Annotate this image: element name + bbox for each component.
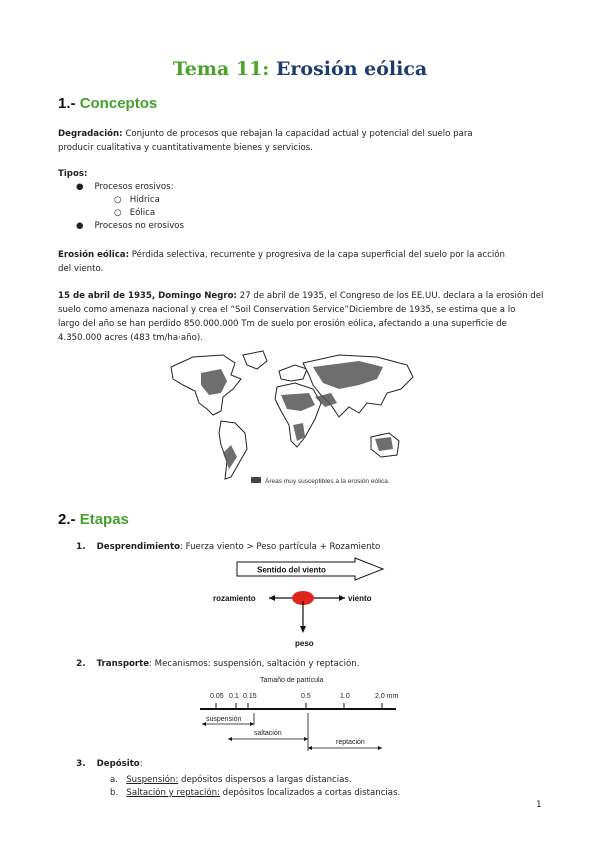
etapa-1: 1. Desprendimiento: Fuerza viento > Peso partícula + Rozamiento	[76, 542, 381, 552]
particle-size-diagram	[196, 673, 402, 751]
circle-bullet-icon: ○	[114, 208, 122, 218]
tick-label: 2.0 mm	[375, 693, 399, 700]
wind-direction-label: Sentido del viento	[257, 565, 326, 575]
etapa-3: 3. Depósito:	[76, 759, 143, 769]
bullet-icon: ●	[76, 182, 84, 192]
suspension-label: suspensión	[206, 716, 242, 723]
title-name: Erosión eólica	[275, 58, 428, 80]
etapa-2: 2. Transporte: Mecanismos: suspensión, saltación y reptación.	[76, 659, 360, 669]
saltation-label: saltación	[254, 730, 282, 737]
legend-swatch	[251, 477, 261, 483]
tick-label: 1.0	[340, 693, 350, 700]
world-map-image	[163, 345, 431, 493]
deposito-list: a. Suspensión: depósitos dispersos a largas distancias. b. Saltación y reptación: depósitos localizados a cortas distancias.	[110, 775, 401, 798]
section-heading-1: 1.- Conceptos	[58, 95, 158, 112]
tick-label: 0.05	[210, 693, 224, 700]
page-title	[0, 58, 600, 80]
tipos-label: Tipos:	[58, 169, 88, 179]
tick-label: 0.5	[301, 693, 311, 700]
degradacion-paragraph: Degradación: Conjunto de procesos que rebajan la capacidad actual y potencial del suelo para producir cualitativa y cuantitativamente bienes y servicios.	[58, 129, 473, 153]
creep-label: reptación	[336, 739, 365, 746]
wind-force-label: viento	[348, 594, 372, 603]
page-number: 1	[536, 800, 542, 810]
title-number: Tema 11:	[172, 58, 270, 80]
domingo-negro-paragraph: 15 de abril de 1935, Domingo Negro: 27 de abril de 1935, el Congreso de los EE.UU. declara a la erosión del suelo como amenaza nacional y crea el “Soil Conservation Service”Diciembre de 1935, se estima que a lo largo del año se han perdido 850.000.000 Tm de suelo por erosión eólica, afectando a una superficie de 4.350.000 acres (483 tm/ha·año).	[58, 291, 544, 343]
map-legend: Áreas muy susceptibles a la erosión eólica.	[265, 478, 390, 485]
tick-label: 0.15	[243, 693, 257, 700]
world-map-figure	[163, 345, 431, 493]
circle-bullet-icon: ○	[114, 195, 122, 205]
weight-label: peso	[295, 639, 314, 648]
erosion-paragraph: Erosión eólica: Pérdida selectiva, recurrente y progresiva de la capa superficial del suelo por la acción del viento.	[58, 250, 505, 274]
size-axis-title: Tamaño de partícula	[260, 677, 324, 684]
force-diagram	[205, 557, 395, 650]
tick-label: 0.1	[229, 693, 239, 700]
friction-label: rozamiento	[213, 594, 256, 603]
section-heading-2: 2.- Etapas	[58, 511, 129, 528]
bullet-icon: ●	[76, 221, 84, 231]
tipos-list: ● Procesos erosivos: ○ Hídrica ○ Eólica ● Procesos no erosivos	[76, 182, 185, 231]
